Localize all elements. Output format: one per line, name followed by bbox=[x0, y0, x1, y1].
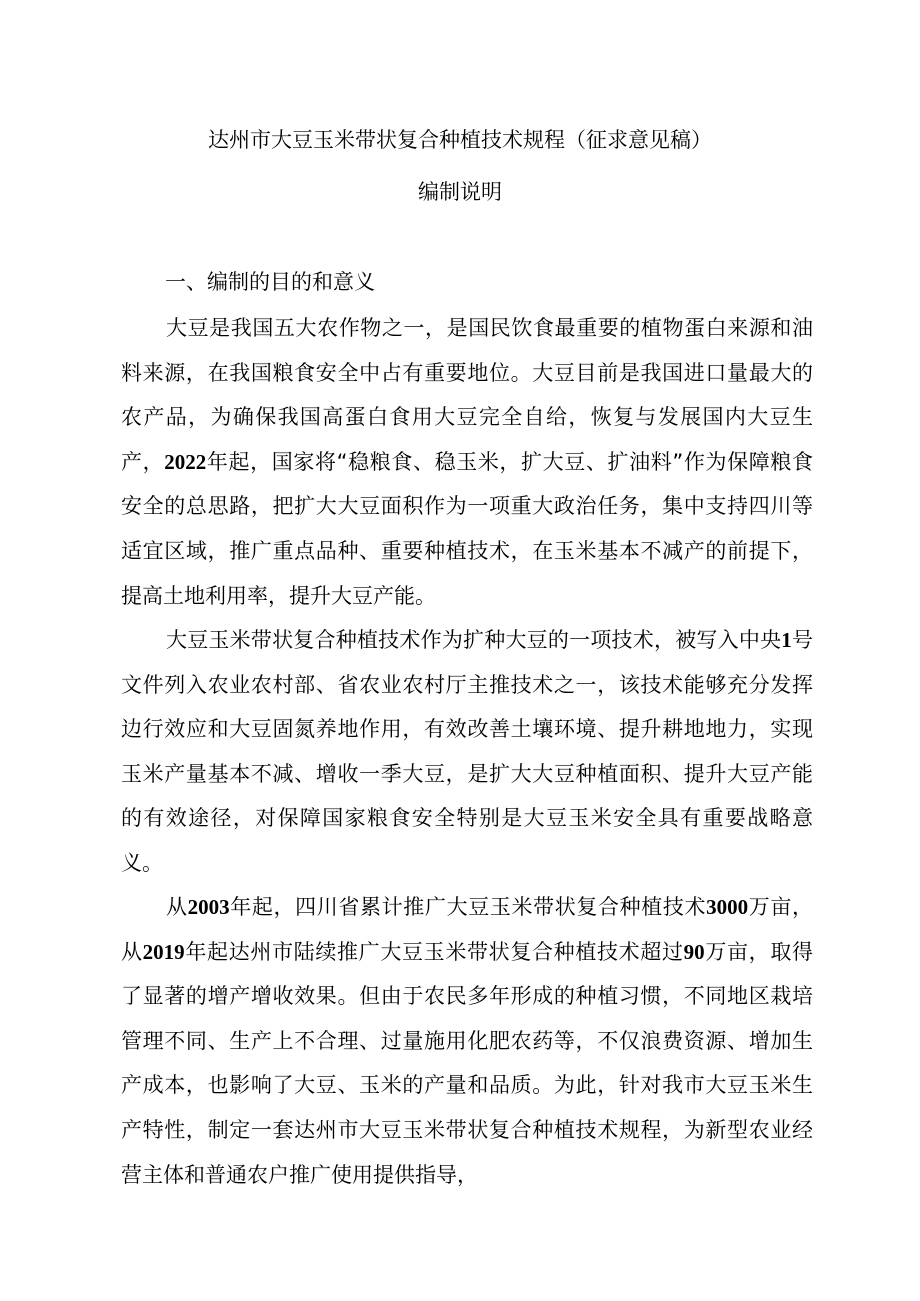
paragraph-text: 年起达州市陆续推广大豆玉米带状复合种植技术超过 bbox=[184, 939, 684, 964]
paragraph-text: 万亩，取得了显著的增产增收效果。但由于农民多年形成的种植习惯，不同地区栽培管理不同、生产上不合理、过量施用化肥农药等，不仅浪费资源、增加生产成本，也影响了大豆、玉米的产量和品质。为此，针对我市大豆玉米生产特性，制定一套达州市大豆玉米带状复合种植技术规程，为新型农业经营主体和普通农户推广使用提供指导， bbox=[121, 939, 814, 1187]
paragraph-2 bbox=[121, 618, 813, 886]
area-number: 3000 bbox=[706, 895, 749, 919]
year-number: 2003 bbox=[187, 895, 230, 919]
document-title: 达州市大豆玉米带状复合种植技术规程（征求意见稿） bbox=[208, 128, 712, 152]
paragraph-text: 万亩，从 bbox=[121, 895, 814, 964]
paragraph-text: 从 bbox=[166, 895, 188, 919]
year-number: 2022 bbox=[164, 449, 207, 474]
section-heading: 一、编制的目的和意义 bbox=[165, 270, 375, 294]
area-number: 90 bbox=[683, 939, 705, 964]
paragraph-text: 号文件列入农业农村部、省农业农村厅主推技术之一，该技术能够充分发挥边行效应和大豆固氮养地作用，有效改善土壤环境、提升耕地地力，实现玉米产量基本不减、增收一季大豆，是扩大大豆种植面积、提升大豆产能的有效途径，对保障国家粮食安全特别是大豆玉米安全具有重要战略意义。 bbox=[121, 628, 813, 875]
paragraph-1 bbox=[121, 306, 813, 618]
paragraph-text: 年起，四川省累计推广大豆玉米带状复合种植技术 bbox=[229, 895, 707, 919]
document-number: 1 bbox=[781, 628, 792, 652]
document-subtitle: 编制说明 bbox=[418, 180, 502, 204]
paragraph-text: 年起，国家将“稳粮食、稳玉米，扩大豆、扩油料”作为保障粮食安全的总思路，把扩大大豆面积作为一项重大政治任务，集中支持四川等适宜区域，推广重点品种、重要种植技术，在玉米基本不减产的前提下，提高土地利用率，提升大豆产能。 bbox=[121, 449, 813, 608]
paragraph-text: 大豆玉米带状复合种植技术作为扩种大豆的一项技术，被写入中央 bbox=[166, 628, 782, 652]
year-number: 2019 bbox=[142, 939, 185, 964]
paragraph-text: 大豆是我国五大农作物之一，是国民饮食最重要的植物蛋白来源和油料来源，在我国粮食安全中占有重要地位。大豆目前是我国进口量最大的农产品，为确保我国高蛋白食用大豆完全自给，恢复与发展国内大豆生产， bbox=[121, 316, 813, 474]
paragraph-3 bbox=[121, 885, 813, 1197]
